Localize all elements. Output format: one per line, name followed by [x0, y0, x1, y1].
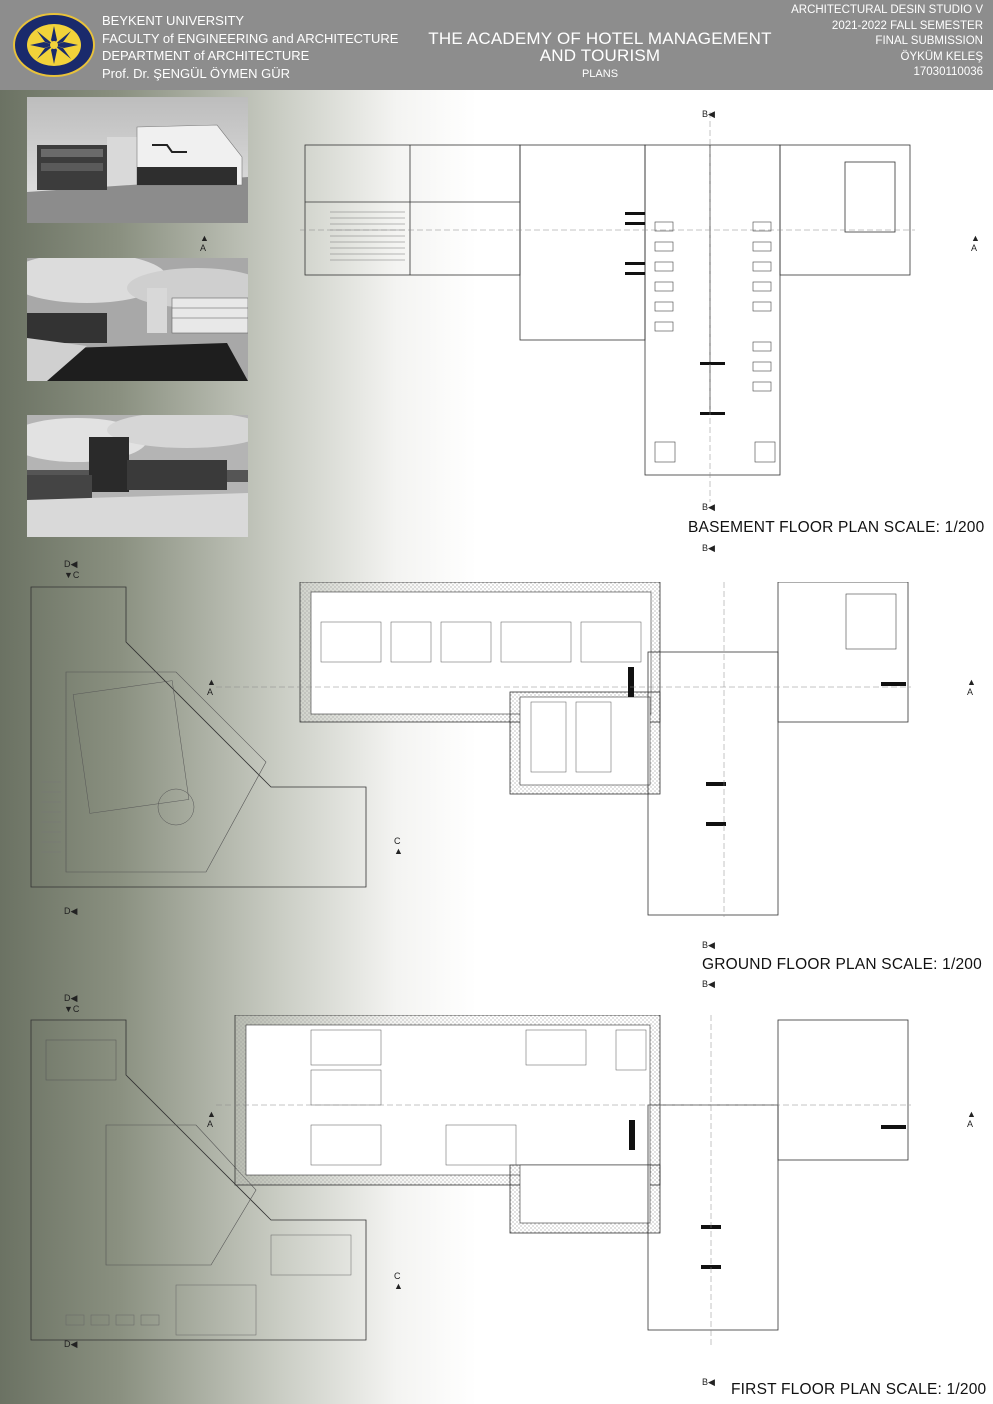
sheet-subtitle: PLANS: [581, 68, 619, 80]
semester: 2021-2022 FALL SEMESTER: [831, 19, 983, 32]
section-marker-a-first-right: ▲ A: [967, 1109, 976, 1129]
project-title-line2: AND TOURISM: [539, 46, 661, 65]
university-info: [102, 12, 398, 82]
basement-floor-plan: [300, 112, 915, 502]
university-name: BEYKENT UNIVERSITY: [102, 13, 245, 28]
course-name: ARCHITECTURAL DESIN STUDIO V: [791, 4, 983, 16]
faculty-name: FACULTY of ENGINEERING and ARCHITECTURE: [102, 30, 399, 46]
section-marker-b-ground-bottom: B◀: [702, 940, 715, 950]
basement-plan-label: BASEMENT FLOOR PLAN SCALE: 1/200: [688, 519, 985, 536]
department-name: DEPARTMENT of ARCHITECTURE: [102, 48, 310, 63]
first-floor-plan: [26, 1015, 911, 1345]
student-number: 17030110036: [913, 66, 983, 78]
section-marker-d-ground-top: D◀ ▼C: [64, 559, 80, 580]
section-marker-d-ground-bottom: D◀: [64, 906, 78, 916]
render-photo-2: [27, 258, 248, 381]
section-marker-b-ground-top: B◀: [702, 543, 715, 553]
project-title-line1: THE ACADEMY OF HOTEL MANAGEMENT: [428, 29, 772, 48]
section-marker-d-first-bottom: D◀: [64, 1339, 78, 1349]
section-marker-b-first-bottom: B◀: [702, 1377, 715, 1387]
submission-info: [791, 3, 983, 81]
section-marker-b-basement-bottom: B◀: [702, 502, 715, 512]
section-marker-b-first-top: B◀: [702, 979, 715, 989]
render-photo-3: [27, 415, 248, 537]
section-marker-a-ground-left: ▲ A: [207, 677, 216, 697]
beykent-university-logo: [12, 12, 96, 78]
submission-type: FINAL SUBMISSION: [875, 35, 983, 47]
first-plan-label: FIRST FLOOR PLAN SCALE: 1/200: [731, 1381, 987, 1398]
ground-plan-label: GROUND FLOOR PLAN SCALE: 1/200: [702, 956, 982, 973]
section-marker-a-ground-right: ▲ A: [967, 677, 976, 697]
section-marker-c-first: C ▲: [394, 1271, 403, 1291]
student-name: ÖYKÜM KELEŞ: [900, 50, 983, 63]
title-block: [0, 0, 993, 90]
ground-floor-plan: [26, 582, 911, 917]
section-marker-c-ground: C ▲: [394, 836, 403, 856]
section-marker-b-basement-top: B◀: [702, 109, 715, 119]
section-marker-a-basement-right: ▲ A: [971, 233, 980, 253]
section-marker-a-first-left: ▲ A: [207, 1109, 216, 1129]
project-title: [420, 30, 780, 64]
section-marker-a-basement-left: ▲ A: [200, 233, 209, 253]
instructor-name: Prof. Dr. ŞENGÜL ÖYMEN GÜR: [102, 65, 291, 81]
section-marker-d-first-top: D◀ ▼C: [64, 993, 80, 1014]
render-photo-1: [27, 97, 248, 223]
